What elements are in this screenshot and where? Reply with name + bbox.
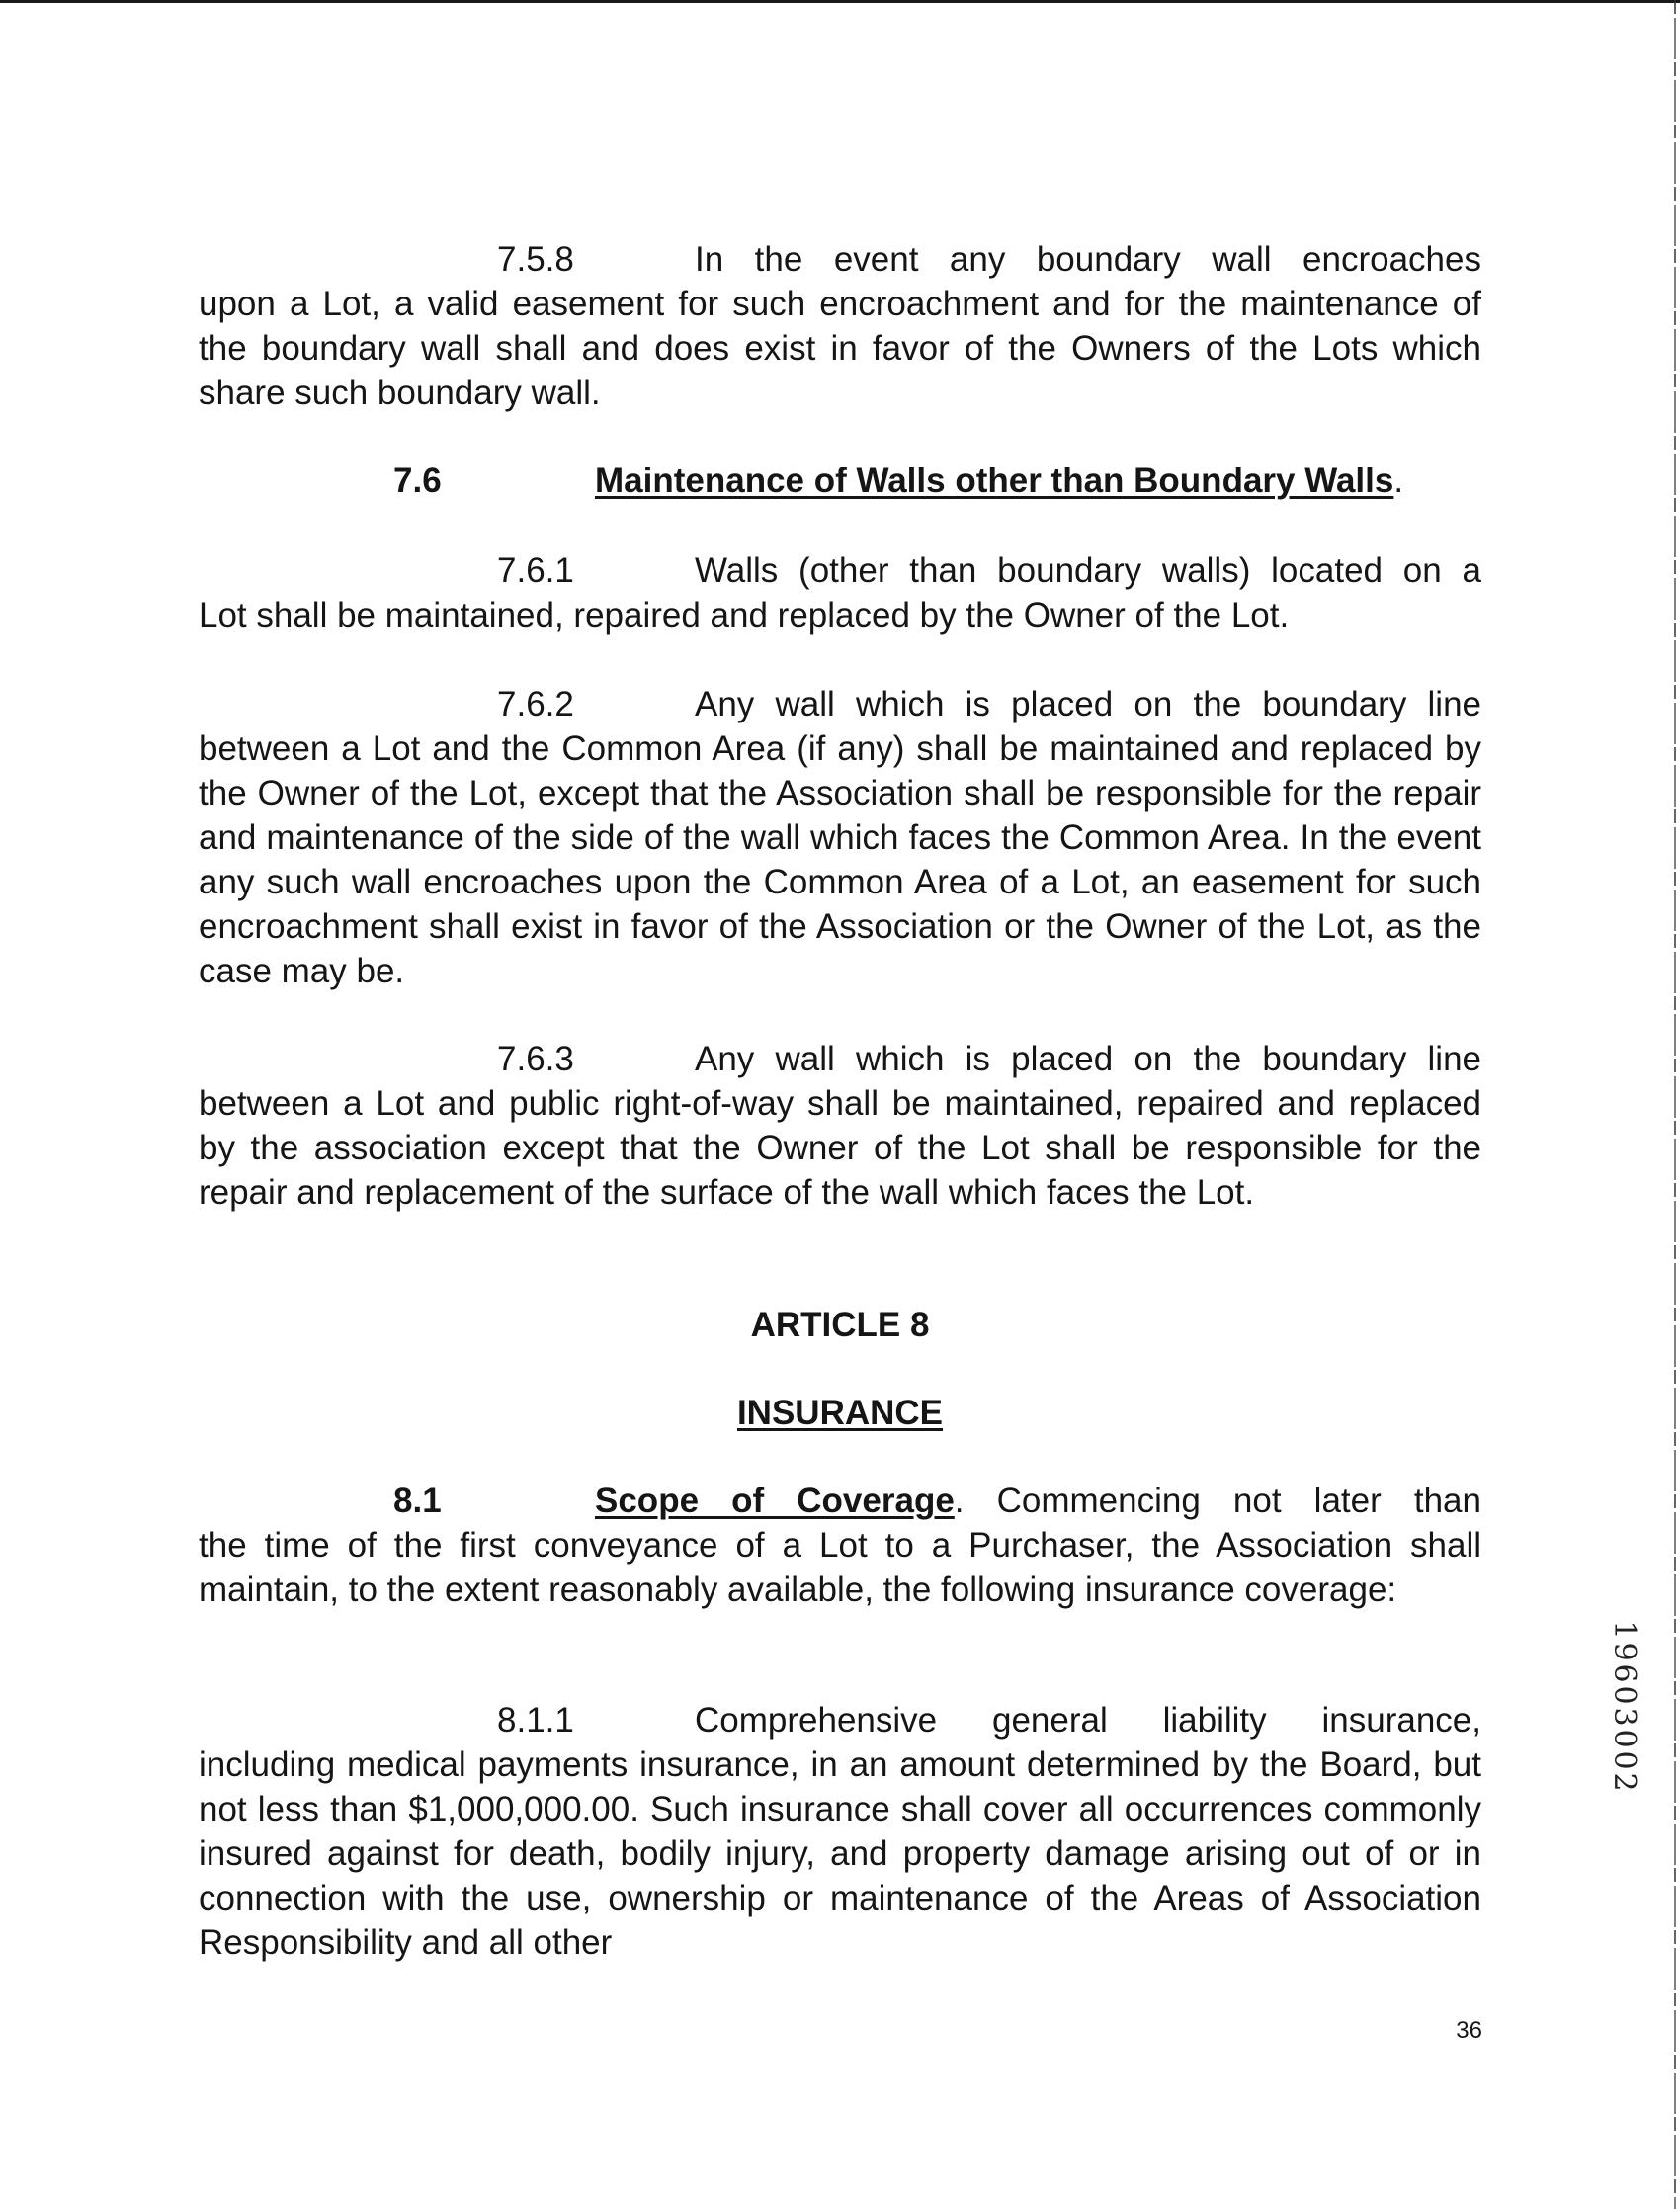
recording-stamp: [1606, 1619, 1641, 1856]
stamp-digit: 6: [1607, 1663, 1641, 1683]
stamp-digit: 1: [1607, 1620, 1641, 1640]
article-title: [199, 1391, 1481, 1435]
scan-top-edge: [0, 0, 1680, 3]
paragraph-8-1: [199, 1479, 1481, 1612]
section-title: Scope of Coverage: [595, 1482, 955, 1520]
section-number: 7.6.1: [497, 552, 574, 590]
section-number: 7.6.3: [497, 1040, 574, 1078]
stamp-digit: 0: [1607, 1729, 1641, 1748]
paragraph-body: between a Lot and public right-of-way shall be maintained, repaired and replaced by the association except that the Owner of the Lot shall be responsible for the repair and replacement of the surface of the wall which faces the Lot.: [199, 1084, 1481, 1212]
paragraph-7-5-8: [199, 237, 1481, 415]
paragraph-7-6-3: [199, 1037, 1481, 1215]
paragraph-body: including medical payments insurance, in an amount determined by the Board, but not less than $1,000,000.00. Such insurance shall cover all occurrences commonly insured against for death, bodily injury, and property damage arising out of or in connection with the use, ownership or maintenance of the Areas of Association Responsibility and all other: [199, 1745, 1481, 1962]
section-heading-7-6: [393, 459, 1481, 503]
paragraph-lead-text: Any wall which is placed on the boundary line: [695, 1040, 1481, 1078]
stamp-digit: 2: [1607, 1772, 1641, 1792]
section-title: Maintenance of Walls other than Boundary Walls: [595, 462, 1394, 500]
paragraph-7-6-1: [199, 549, 1481, 637]
section-title-period: .: [1393, 462, 1404, 500]
section-number: 7.6: [393, 462, 442, 500]
paragraph-first-line: [199, 1698, 1481, 1742]
paragraph-first-line: [199, 1037, 1481, 1081]
scan-right-edge: [1674, 0, 1676, 2209]
section-number: 7.6.2: [497, 685, 574, 723]
section-number: 7.5.8: [497, 240, 574, 279]
paragraph-lead-text: Comprehensive general liability insurance,: [695, 1701, 1481, 1740]
page-number: 36: [1456, 2017, 1482, 2044]
stamp-digit: 9: [1607, 1642, 1641, 1661]
article-label: ARTICLE 8: [750, 1306, 930, 1344]
stamp-digit: 3: [1607, 1707, 1641, 1727]
paragraph-lead-text: Walls (other than boundary walls) located on a: [695, 552, 1481, 590]
stamp-digit: 0: [1607, 1750, 1641, 1770]
paragraph-body: the time of the first conveyance of a Lot to a Purchaser, the Association shall maintain, to the extent reasonably available, the following insurance coverage:: [199, 1526, 1481, 1609]
paragraph-lead-text: In the event any boundary wall encroaches: [695, 240, 1481, 279]
section-number: 8.1.1: [497, 1701, 574, 1740]
paragraph-first-line: [199, 682, 1481, 726]
paragraph-body: Lot shall be maintained, repaired and replaced by the Owner of the Lot.: [199, 596, 1290, 635]
paragraph-lead-text: . Commencing not later than: [954, 1482, 1481, 1520]
paragraph-first-line: [199, 549, 1481, 593]
paragraph-lead-text: Any wall which is placed on the boundary line: [695, 685, 1481, 723]
paragraph-body: between a Lot and the Common Area (if any) shall be maintained and replaced by the Owner of the Lot, except that the Association shall be responsible for the repair and maintenance of the side of the wall which faces the Common Area. In the event any such wall encroaches upon the Common Area of a Lot, an easement for such encroachment shall exist in favor of the Association or the Owner of the Lot, as the case may be.: [199, 729, 1481, 990]
paragraph-body: upon a Lot, a valid easement for such encroachment and for the maintenance of the boundary wall shall and does exist in favor of the Owners of the Lots which share such boundary wall.: [199, 285, 1481, 412]
paragraph-7-6-2: [199, 682, 1481, 993]
paragraph-first-line: [199, 237, 1481, 282]
stamp-digit: 0: [1607, 1685, 1641, 1705]
paragraph-first-line: [199, 1479, 1481, 1523]
paragraph-8-1-1: [199, 1698, 1481, 1965]
article-title-text: INSURANCE: [736, 1394, 944, 1432]
section-number: 8.1: [393, 1482, 442, 1520]
